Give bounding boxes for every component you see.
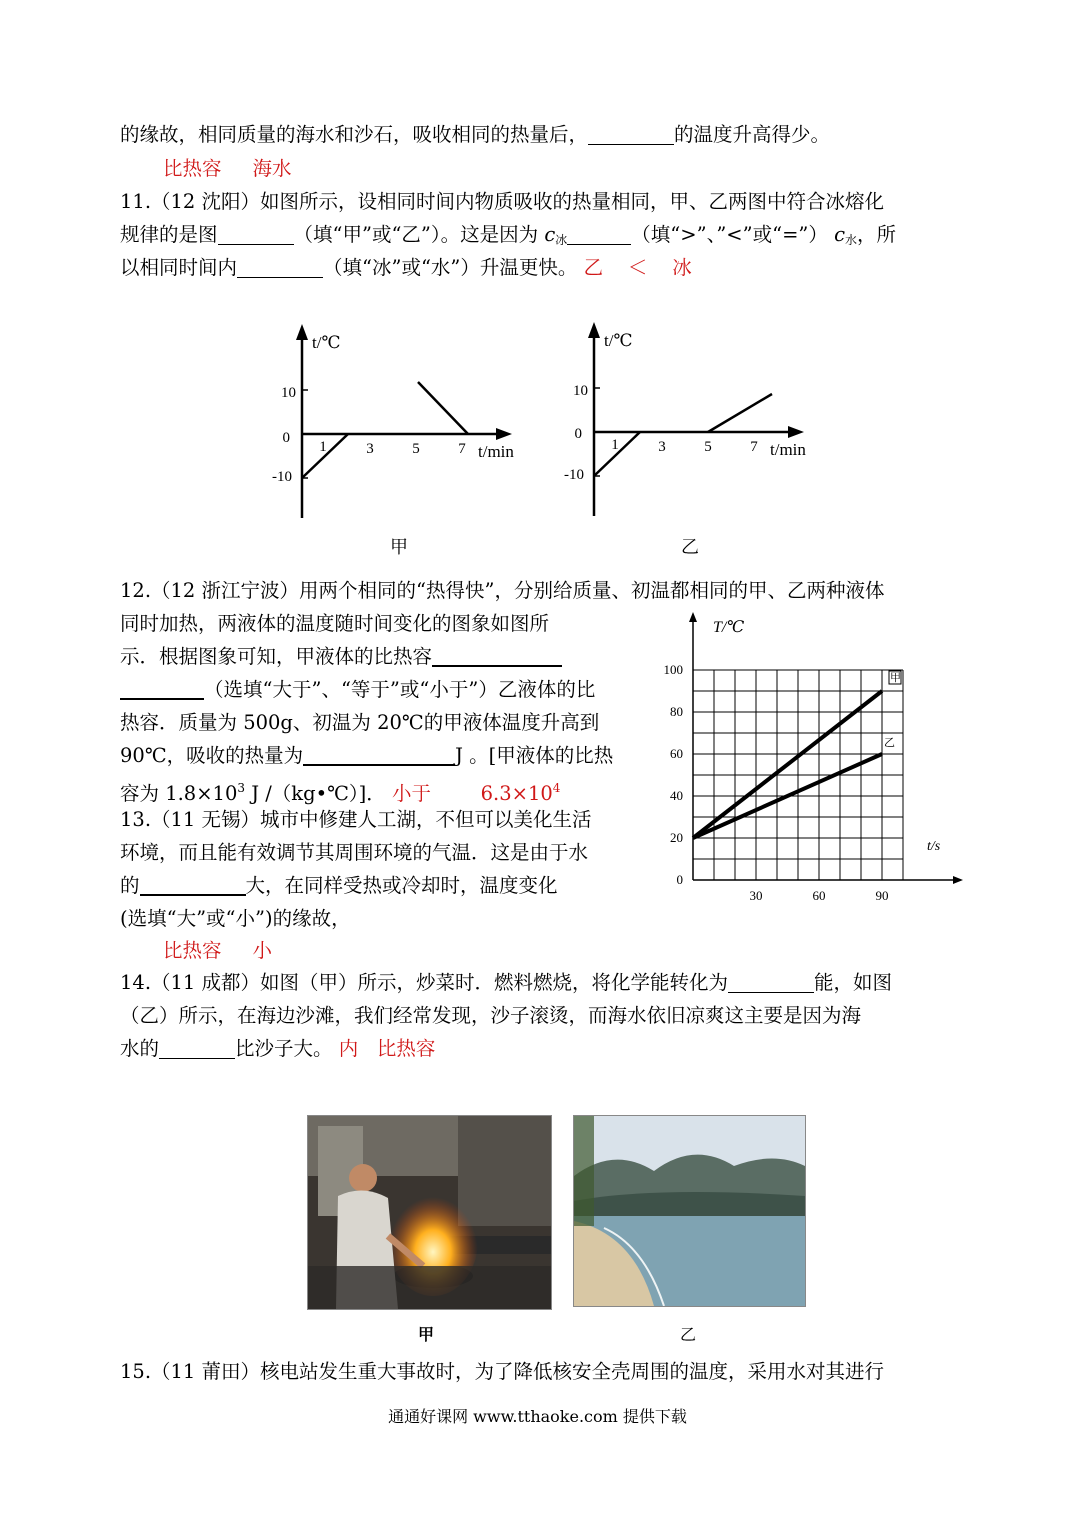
photo-caption-jia: 甲 [418, 1325, 435, 1344]
graph-yi [564, 322, 806, 516]
y-axis-arrow [689, 612, 697, 622]
q12-line4: （选填“大于”、“等于”或“小于”）乙液体的比 [120, 673, 595, 706]
graph-jia [272, 324, 514, 518]
q12-answers: 小于 $6.3\times 10^4$ [391, 781, 561, 805]
q11-answers: 乙 ＜ 冰 [583, 256, 692, 279]
svg-text:10: 10 [281, 385, 296, 401]
svg-text:3: 3 [658, 439, 666, 455]
x-axis-label: t/s [927, 839, 941, 854]
svg-text:7: 7 [750, 439, 758, 455]
svg-text:3: 3 [366, 441, 374, 457]
q13-line4: (选填“大”或“小”)的缘故， [120, 907, 351, 930]
q12-line1: 12.（12 浙江宁波）用两个相同的“热得快”，分别给质量、初温都相同的甲、乙两种液体 [120, 579, 885, 602]
q14-line2: （乙）所示，在海边沙滩，我们经常发现，沙子滚烫，而海水依旧凉爽这主要是因为海 [120, 1004, 862, 1027]
q13-line1: 13.（11 无锡）城市中修建人工湖，不但可以美化生活 [120, 808, 592, 831]
q12-line3: 示．根据图象可知，甲液体的比热容 [120, 640, 562, 673]
svg-text:-10: -10 [564, 467, 584, 483]
graph-caption-yi: 乙 [681, 537, 699, 558]
svg-text:10: 10 [573, 383, 588, 399]
answer-blank[interactable] [303, 742, 455, 766]
q14-answers: 内 比热容 [338, 1037, 436, 1060]
svg-text:1: 1 [319, 439, 327, 455]
q13-answers: 比热容 小 [163, 939, 273, 962]
y-tick-label: 100 [663, 662, 683, 677]
answer-blank[interactable] [140, 872, 246, 896]
y-axis-label: t/℃ [604, 331, 633, 350]
q12-temperature-chart [655, 608, 965, 908]
x-tick-label: 60 [812, 888, 826, 903]
cooking-photo [307, 1115, 552, 1310]
q10-answers: 比热容 海水 [163, 157, 292, 180]
q11-graphs [260, 318, 840, 558]
page-footer: 通通好课网 www.tthaoke.com 提供下载 [388, 1407, 687, 1426]
q13-line2: 环境，而且能有效调节其周围环境的气温．这是由于水 [120, 841, 589, 864]
answer-blank[interactable] [588, 122, 674, 145]
q14-line1: 14.（11 成都）如图（甲）所示，炒菜时．燃料燃烧，将化学能转化为 能，如图 [120, 971, 893, 994]
q12-line2: 同时加热，两液体的温度随时间变化的图象如图所 [120, 612, 550, 635]
y-tick-label: 60 [670, 746, 683, 761]
answer-blank[interactable] [218, 222, 294, 245]
answer-blank[interactable] [159, 1036, 235, 1059]
q13-line3: 的 大，在同样受热或冷却时，温度变化 [120, 874, 558, 897]
svg-text:1: 1 [611, 437, 619, 453]
y-tick-label: 0 [676, 872, 683, 887]
q12-line6: 90℃，吸收的热量为 J 。[甲液体的比热 [120, 744, 614, 767]
y-tick-label: 80 [670, 704, 683, 719]
x-axis-label: t/min [770, 440, 806, 459]
series-label: 甲 [890, 672, 901, 684]
x-axis-arrow [953, 876, 963, 884]
answer-blank[interactable] [567, 222, 631, 245]
svg-text:-10: -10 [272, 469, 292, 485]
svg-text:0: 0 [282, 430, 290, 446]
q11-line1: 11.（12 沈阳）如图所示，设相同时间内物质吸收的热量相同，甲、乙两图中符合冰熔化 [120, 190, 885, 213]
svg-text:0: 0 [574, 426, 582, 442]
svg-text:5: 5 [704, 439, 712, 455]
q10-line1: 的缘故，相同质量的海水和沙石，吸收相同的热量后， 的温度升高得少。 [120, 123, 831, 146]
answer-blank[interactable] [237, 255, 323, 278]
q12-line7: 容为 $1.8\times 10^3$ J /（kg•℃）]． 小于 $6.3\times 10^4$ [120, 781, 561, 805]
y-tick-label: 20 [670, 830, 683, 845]
photo-caption-yi: 乙 [680, 1325, 697, 1344]
graph-caption-jia: 甲 [390, 537, 408, 558]
series-label: 乙 [884, 737, 895, 749]
q11-line3: 以相同时间内 （填“冰”或“水”）升温更快。 乙 ＜ 冰 [120, 256, 692, 279]
q14-line3: 水的 比沙子大。 内 比热容 [120, 1037, 436, 1060]
y-axis-label: T/℃ [713, 619, 745, 636]
svg-text:7: 7 [458, 441, 466, 457]
y-axis-label: t/℃ [312, 333, 341, 352]
x-axis-label: t/min [478, 442, 514, 461]
y-tick-label: 40 [670, 788, 683, 803]
x-tick-label: 30 [749, 888, 763, 903]
answer-blank[interactable] [432, 643, 562, 667]
beach-photo [573, 1115, 806, 1307]
answer-blank[interactable] [120, 676, 204, 700]
q15-line1: 15.（11 莆田）核电站发生重大事故时，为了降低核安全壳周围的温度，采用水对其进行 [120, 1360, 885, 1383]
x-tick-label: 90 [875, 888, 889, 903]
answer-blank[interactable] [728, 970, 814, 993]
q11-line2: 规律的是图 （填“甲”或“乙”）。这是因为 $c_冰$ （填“>”、”<”或“=”） $c_水$，所 [120, 223, 897, 247]
q12-line5: 热容．质量为 500g、初温为 20℃的甲液体温度升高到 [120, 711, 600, 734]
svg-text:5: 5 [412, 441, 420, 457]
